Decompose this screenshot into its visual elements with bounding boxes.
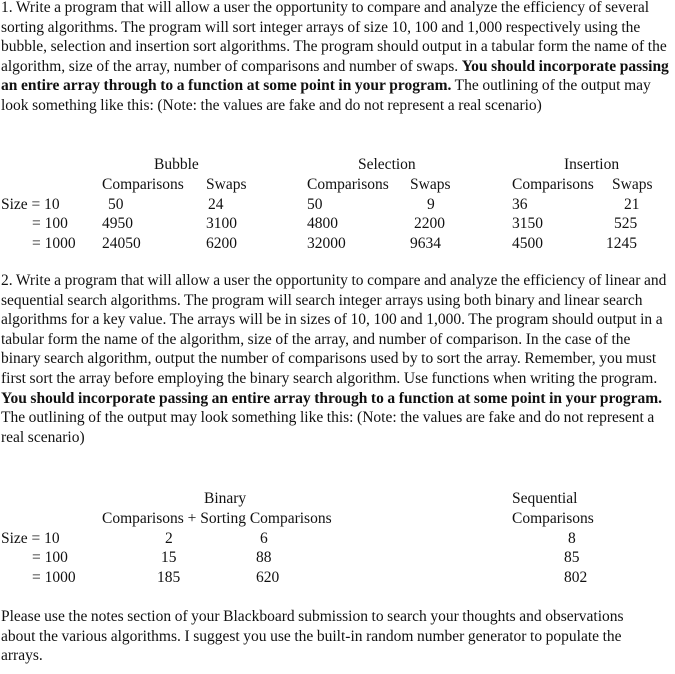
table-cell: 802 — [564, 569, 588, 586]
problem-1-text — [1, 0, 673, 116]
table-cell: 32000 — [307, 235, 346, 252]
table-cell: 525 — [614, 215, 638, 232]
row-label: = 100 — [32, 549, 68, 566]
table-cell: 8 — [568, 530, 576, 547]
subheader-comparisons: Comparisons — [307, 176, 389, 193]
subheader-swaps: Swaps — [612, 176, 653, 193]
row-label: Size = 10 — [1, 530, 60, 547]
problem-1-text-part-a: 1. Write a program that will allow a user the opportunity to compare and analyze the efficiency of several sorting algorithms. The program will sort integer arrays of size 10, 100 and 1,000 respectively using the bubble, selection and insertion sort algorithms. The program should output in a tabular form the name of the algorithm, size of the array, number of comparisons and number of swaps. — [1, 0, 667, 75]
table-cell: 6200 — [206, 235, 237, 252]
table-cell: 2200 — [414, 215, 445, 232]
table-cell: 4800 — [307, 215, 338, 232]
problem-2-text-part-a: 2. Write a program that will allow a user the opportunity to compare and analyze the efficiency of linear and sequential search algorithms. The program will search integer arrays using both binary and linear search algorithms for a key value. The arrays will be in sizes of 10, 100 and 1,000. The program should output in a tabular form the name of the algorithm, size of the array, and number of comparison. In the case of the binary search algorithm, output the number of comparisons used by to sort the array. Remember, you must first sort the array before employing the binary search algorithm. Use functions when writing the program. — [1, 272, 667, 387]
row-label: Size = 10 — [1, 196, 60, 213]
group-header-insertion: Insertion — [564, 156, 620, 173]
row-label: = 1000 — [32, 235, 76, 252]
subheader-comparisons: Comparisons — [102, 176, 184, 193]
table-cell: 4950 — [102, 215, 133, 232]
group-header-sequential: Sequential — [512, 490, 578, 507]
problem-1-bold-requirement: You should incorporate passing an entire array through to a function at some point in your program. — [1, 57, 669, 95]
table-cell: 4500 — [512, 235, 543, 252]
problem-1-text-part-b: The outlining of the output may look something like this: (Note: the values are fake and do not represent a real scenario) — [1, 77, 651, 114]
table-cell: 1245 — [606, 235, 637, 252]
subheader-swaps: Swaps — [410, 176, 451, 193]
group-header-bubble: Bubble — [154, 156, 199, 173]
row-label: = 100 — [32, 215, 68, 232]
table-cell: 85 — [564, 549, 580, 566]
closing-text: Please use the notes section of your Blackboard submission to search your thoughts and observations about the various algorithms. I suggest you use the built-in random number generator to populate the arrays. — [1, 608, 624, 665]
subheader-sequential-comparisons: Comparisons — [512, 510, 594, 527]
table-cell: 3100 — [206, 215, 237, 232]
table-cell: 3150 — [512, 215, 543, 232]
table-cell: 21 — [624, 196, 640, 213]
table-cell: 620 — [256, 569, 280, 586]
group-header-binary: Binary — [204, 490, 247, 507]
table-cell: 185 — [157, 569, 181, 586]
table-cell: 36 — [512, 196, 528, 213]
table-cell: 2 — [165, 530, 173, 547]
problem-2-text-part-b: The outlining of the output may look something like this: (Note: the values are fake and do not represent a real scenario) — [1, 409, 655, 446]
table-cell: 9634 — [410, 235, 441, 252]
group-header-selection: Selection — [358, 156, 416, 173]
row-label: = 1000 — [32, 569, 76, 586]
problem-2-bold-requirement: You should incorporate passing an entire array through to a function at some point in your program. — [1, 389, 663, 407]
table-cell: 24 — [208, 196, 224, 213]
subheader-comparisons: Comparisons — [512, 176, 594, 193]
problem-2-text — [1, 271, 673, 447]
table-cell: 88 — [256, 549, 272, 566]
table-cell: 24050 — [102, 235, 141, 252]
subheader-binary-comparisons: Comparisons + Sorting Comparisons — [102, 510, 332, 527]
table-cell: 6 — [260, 530, 268, 547]
table-cell: 15 — [161, 549, 177, 566]
table-cell: 50 — [108, 196, 124, 213]
subheader-swaps: Swaps — [206, 176, 247, 193]
table-cell: 50 — [307, 196, 323, 213]
table-cell: 9 — [427, 196, 435, 213]
